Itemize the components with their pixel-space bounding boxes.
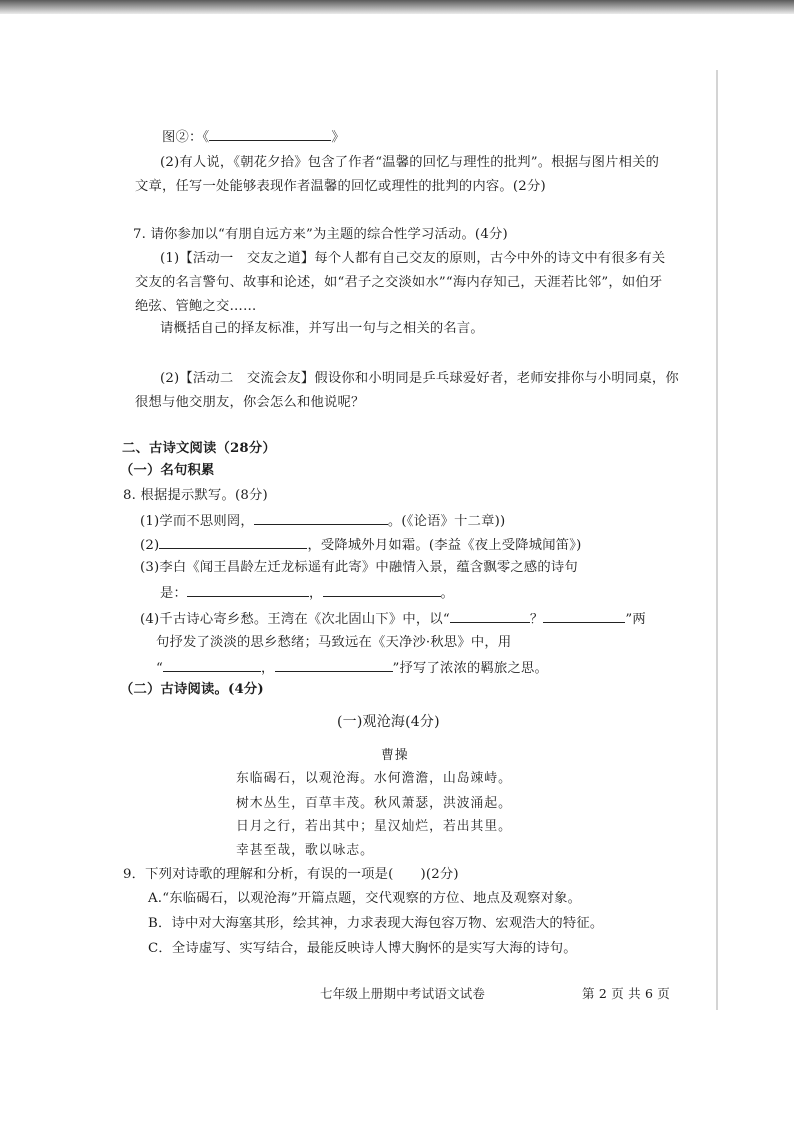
q8-item3-period: 。: [440, 586, 454, 601]
q9-option-b: B．诗中对大海塞其形，绘其神，力求表现大海包容万物、宏观浩大的特征。: [148, 916, 604, 931]
q7-a1-line3: 绝弦、管鲍之交……: [135, 299, 257, 314]
q8-item2-prefix: (2): [140, 538, 160, 553]
q8-item2: [140, 536, 582, 554]
poem-line-3: 日月之行，若出其中；星汉灿烂，若出其里。: [236, 819, 512, 834]
q6-part2-line1: (2)有人说，《朝花夕拾》包含了作者“温馨的回忆与理性的批判”。根据与图片相关的: [160, 155, 660, 170]
poem-line-1: 东临碣石，以观沧海。水何澹澹，山岛竦峙。: [236, 771, 512, 786]
scan-top-edge: [0, 0, 794, 14]
q8-item4-prefix: (4)千古诗心寄乡愁。王湾在《次北固山下》中，以“: [140, 612, 450, 627]
q7-a2-line1: (2)【活动二 交流会友】假设你和小明同是乒乓球爱好者，老师安排你与小明同桌，你: [160, 371, 679, 386]
q8-item4-line2: 句抒发了淡淡的思乡愁绪；马致远在《天净沙·秋思》中，用: [156, 635, 512, 650]
q8-item3-comma: ，: [309, 586, 323, 601]
q8-item3-label: 是：: [160, 586, 187, 601]
q8-item4-line1: [140, 610, 646, 628]
q8-item4-open-quote: “: [156, 661, 163, 676]
q8-item4-line3: [156, 659, 548, 677]
scan-page-edge: [716, 70, 718, 1010]
q7-title: 7. 请你参加以“有朋自远方来”为主题的综合性学习活动。(4分): [133, 227, 508, 242]
q7-a1-line2: 交友的名言警句、故事和论述，如“君子之交淡如水”“海内存知己，天涯若比邻”，如伯牙: [135, 275, 663, 290]
q8-item3-blank1[interactable]: [187, 584, 309, 597]
q8-item1-prefix: (1)学而不思则罔，: [140, 514, 254, 529]
section2-sub1: （一）名句积累: [120, 463, 215, 478]
q8-item4-blank4[interactable]: [275, 659, 393, 672]
q6-fig2-end: 》: [331, 130, 345, 145]
poem-line-2: 树木丛生，百草丰茂。秋风萧瑟，洪波涌起。: [236, 796, 512, 811]
footer-exam-title: 七年级上册期中考试语文试卷: [320, 986, 486, 1001]
q8-item3-line2: [160, 584, 454, 602]
q8-item2-suffix: ，受降城外月如霜。(李益《夜上受降城闻笛》): [307, 538, 582, 553]
q9-option-a: A.“东临碣石，以观沧海”开篇点题，交代观察的方位、地点及观察对象。: [148, 891, 582, 906]
q6-fig2-blank[interactable]: [209, 128, 331, 141]
q6-fig2: [162, 128, 345, 146]
q8-item1-blank[interactable]: [254, 512, 388, 525]
footer-page-number: 第 2 页 共 6 页: [582, 986, 670, 1001]
q8-item4-comma: ，: [261, 661, 275, 676]
poem-author: 曹操: [381, 748, 409, 763]
q7-a1-line4: 请概括自己的择友标准，并写出一句与之相关的名言。: [160, 321, 484, 336]
poem-line-4: 幸甚至哉，歌以咏志。: [236, 843, 374, 858]
q6-fig2-label: 图②：《: [162, 130, 210, 145]
q8-item1: [140, 512, 505, 530]
section2-title: 二、古诗文阅读（28分）: [122, 441, 276, 456]
q8-item3-blank2[interactable]: [323, 584, 441, 597]
q6-part2-line2: 文章，任写一处能够表现作者温馨的回忆或理性的批判的内容。(2分): [135, 179, 546, 194]
q9-title: 9．下列对诗歌的理解和分析，有误的一项是( )(2分): [123, 867, 459, 882]
q8-item1-suffix: 。(《论语》十二章)): [387, 514, 506, 529]
section2-sub2: （二）古诗阅读。(4分): [120, 682, 264, 697]
q7-a1-line1: (1)【活动一 交友之道】每个人都有自己交友的原则，古今中外的诗文中有很多有关: [160, 251, 666, 266]
q8-item4-blank1[interactable]: [450, 610, 530, 623]
q8-item4-blank2[interactable]: [543, 610, 625, 623]
q8-item4-end: ”抒写了浓浓的羁旅之思。: [392, 661, 548, 676]
poem-title: (一)观沧海(4分): [337, 714, 440, 730]
q8-item4-suffix: ”两: [625, 612, 646, 627]
q9-option-c: C．全诗虚写、实写结合，最能反映诗人博大胸怀的是实写大海的诗句。: [148, 941, 577, 956]
q8-item4-blank3[interactable]: [163, 659, 261, 672]
q8-item3-line1: (3)李白《闻王昌龄左迁龙标遥有此寄》中融情入景，蕴含飘零之感的诗句: [140, 560, 578, 575]
q8-item4-question: ？: [529, 612, 544, 627]
q8-item2-blank[interactable]: [159, 536, 307, 549]
q7-a2-line2: 很想与他交朋友，你会怎么和他说呢？: [135, 395, 365, 410]
q8-title: 8. 根据提示默写。(8分): [123, 488, 268, 503]
